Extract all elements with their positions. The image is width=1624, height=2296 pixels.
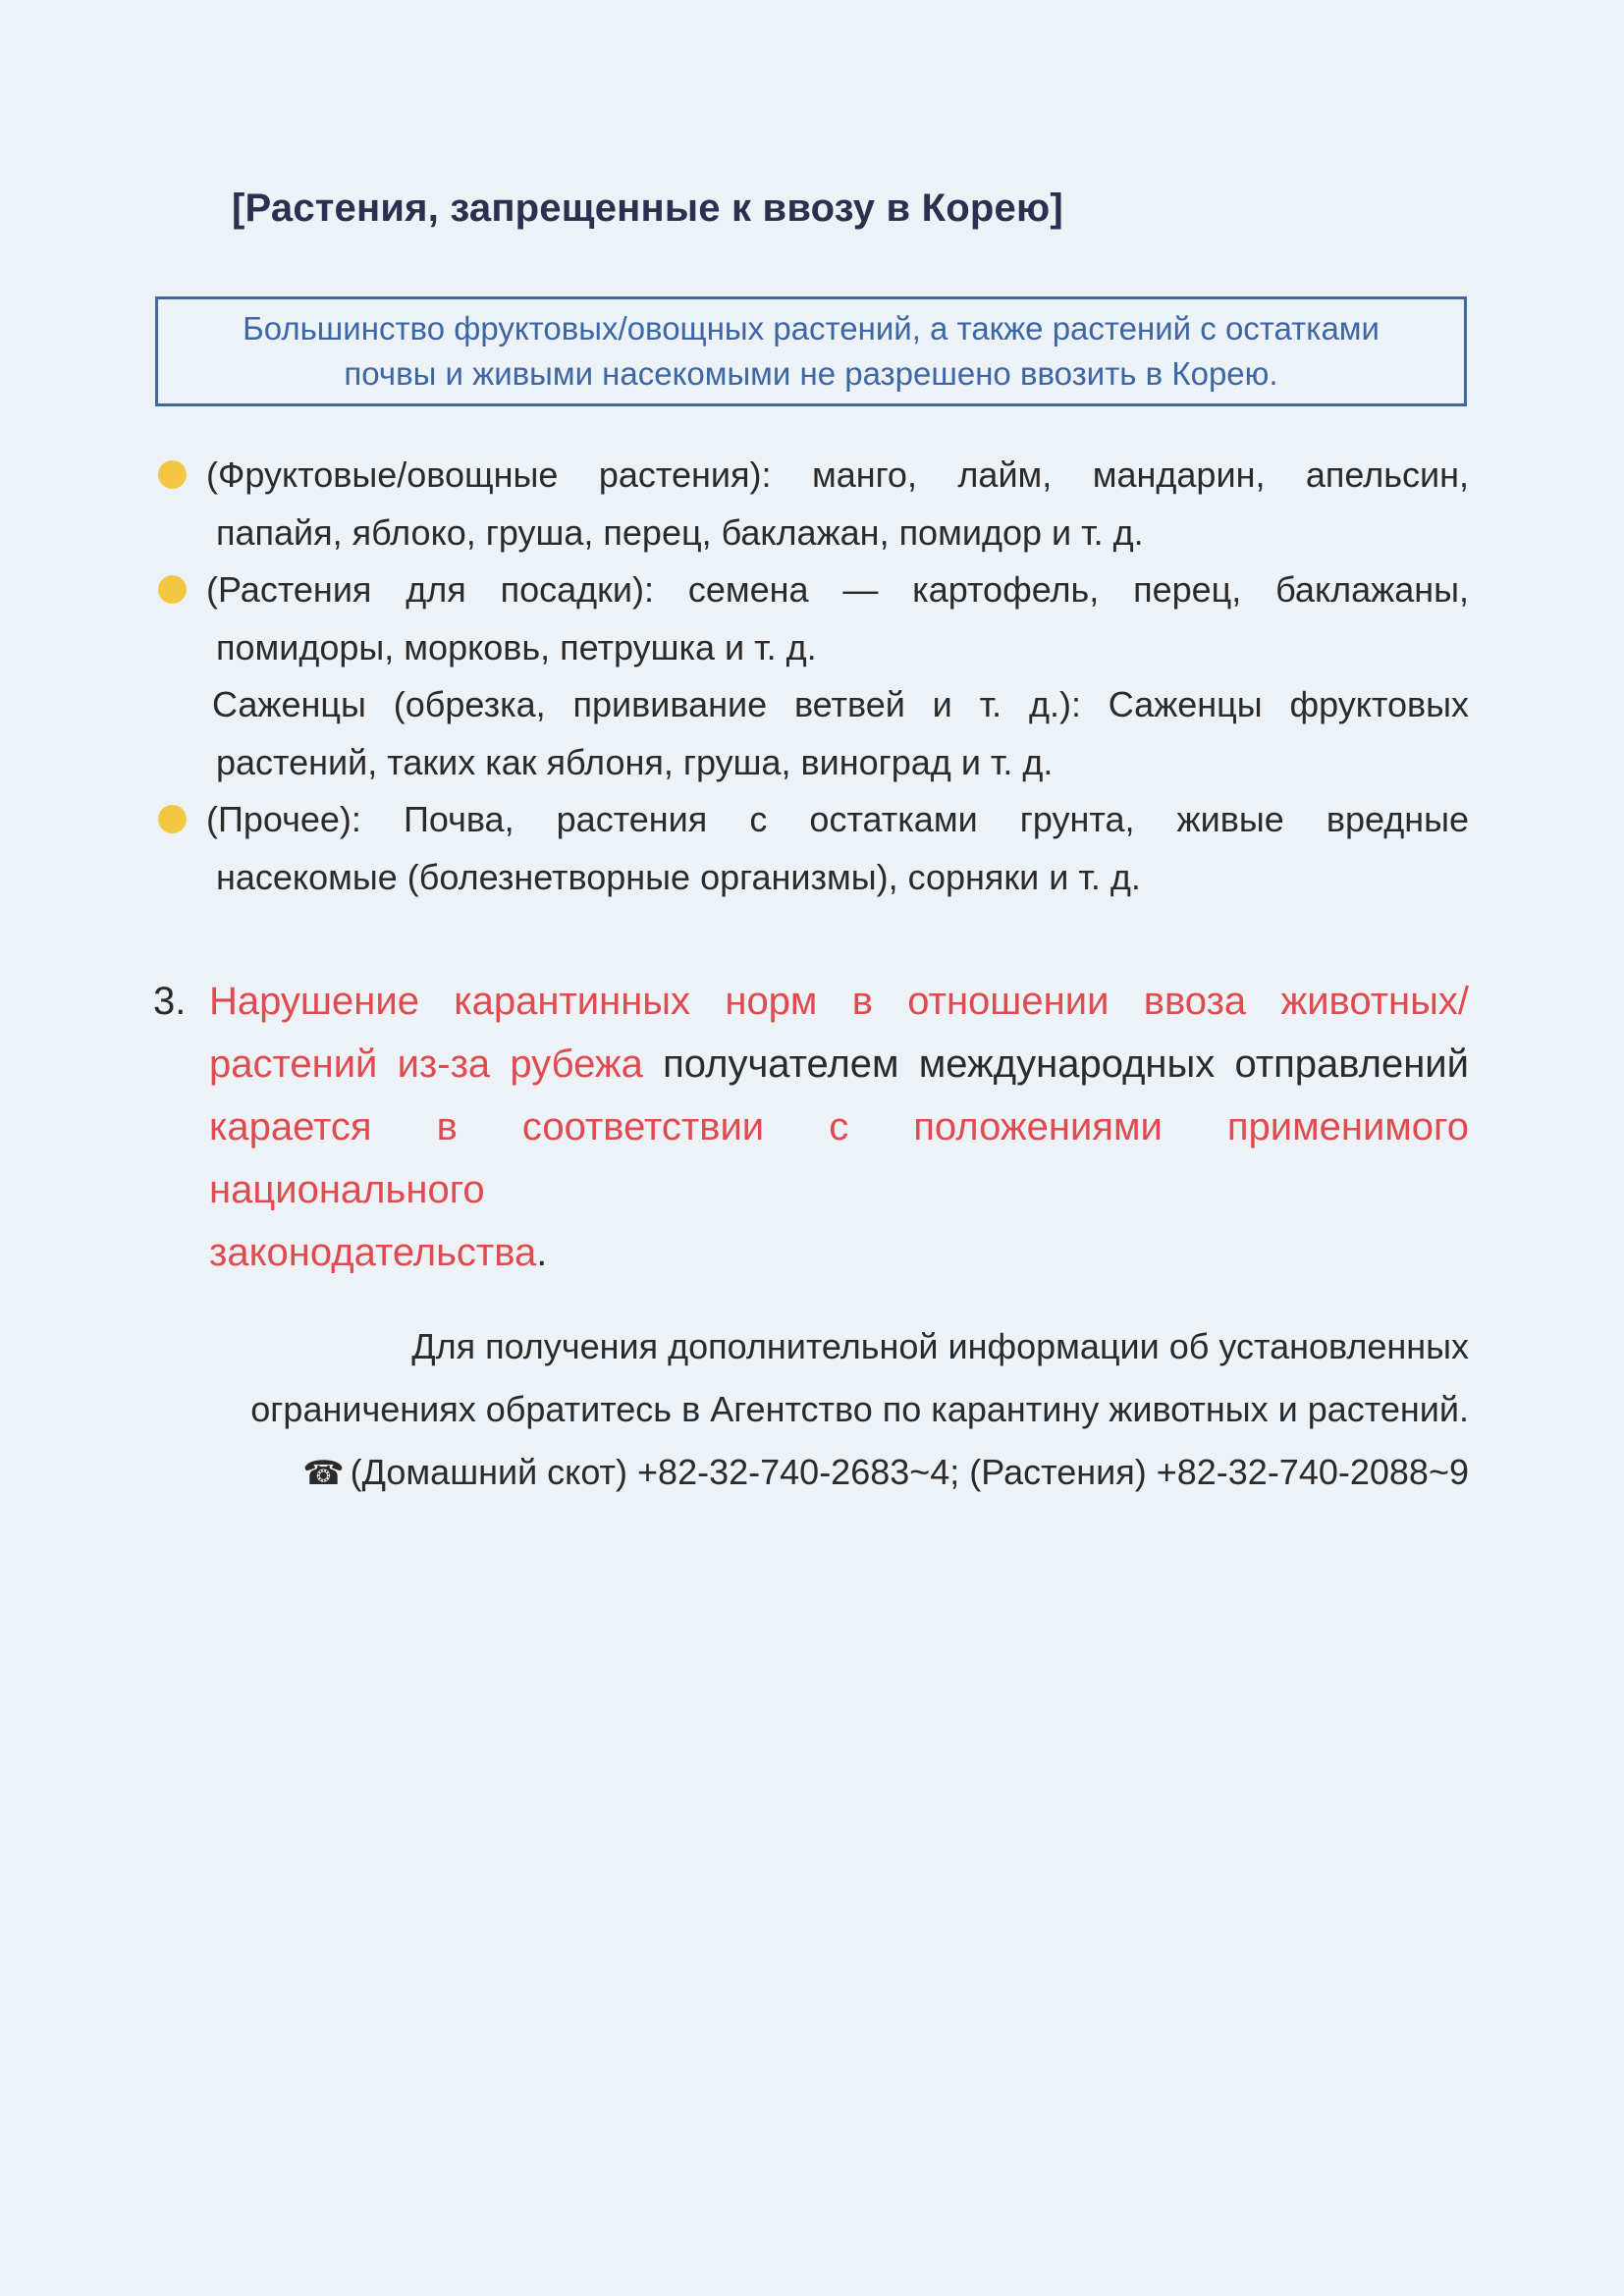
bullet-icon — [158, 575, 187, 604]
notice-line-1: Большинство фруктовых/овощных растений, а также растений с остатками — [243, 310, 1380, 347]
contact-phones: (Домашний скот) +82-32-740-2683~4; (Растения) +82-32-740-2088~9 — [350, 1452, 1469, 1492]
section-3-line-4 — [209, 1221, 1469, 1284]
section-3-red-4: законодательства — [209, 1231, 537, 1274]
page-title: [Растения, запрещенные к ввозу в Корею] — [232, 187, 1063, 230]
contact-info — [155, 1315, 1469, 1505]
section-3-line-1: Нарушение карантинных норм в отношении ввоза животных/ — [209, 980, 1469, 1023]
item-1-line-2: папайя, яблоко, груша, перец, баклажан, помидор и т. д. — [216, 511, 1144, 553]
section-number: 3. — [153, 980, 187, 1023]
section-3-line-3: карается в соответствии с положениями применимого национального — [209, 1105, 1469, 1211]
item-2-line-1: (Растения для посадки): семена — картофель, перец, баклажаны, — [206, 569, 1469, 610]
contact-line-2: ограничениях обратитесь в Агентство по карантину животных и растений. — [250, 1389, 1469, 1429]
phone-icon: ☎ — [302, 1455, 345, 1492]
section-3-red-2: растений из-за рубежа — [209, 1042, 643, 1086]
item-2-line-2: помидоры, морковь, петрушка и т. д. — [216, 626, 817, 667]
notice-box — [155, 296, 1467, 406]
contact-line-3 — [155, 1441, 1469, 1505]
item-3-line-1: (Прочее): Почва, растения с остатками грунта, живые вредные — [206, 799, 1469, 839]
section-3-body — [153, 970, 1469, 1284]
contact-line-1: Для получения дополнительной информации об установленных — [411, 1326, 1469, 1366]
section-3-dark-2: получателем международных отправлений — [642, 1042, 1469, 1086]
section-3-line-2 — [209, 1033, 1469, 1095]
section-3 — [153, 970, 1469, 1284]
item-2-line-3: Саженцы (обрезка, прививание ветвей и т. д.): Саженцы фруктовых — [212, 684, 1469, 724]
item-2-line-4: растений, таких как яблоня, груша, виноград и т. д. — [216, 741, 1054, 782]
notice-line-2: почвы и живыми насекомыми не разрешено ввозить в Корею. — [344, 355, 1278, 392]
list-item — [155, 791, 1469, 906]
item-1-line-1: (Фруктовые/овощные растения): манго, лайм, мандарин, апельсин, — [206, 454, 1469, 495]
item-3-line-2: насекомые (болезнетворные организмы), сорняки и т. д. — [216, 856, 1141, 897]
list-item — [155, 447, 1469, 561]
section-3-end: . — [536, 1231, 548, 1274]
prohibited-list — [155, 447, 1469, 906]
list-item — [155, 561, 1469, 791]
bullet-icon — [158, 460, 187, 489]
bullet-icon — [158, 805, 187, 833]
